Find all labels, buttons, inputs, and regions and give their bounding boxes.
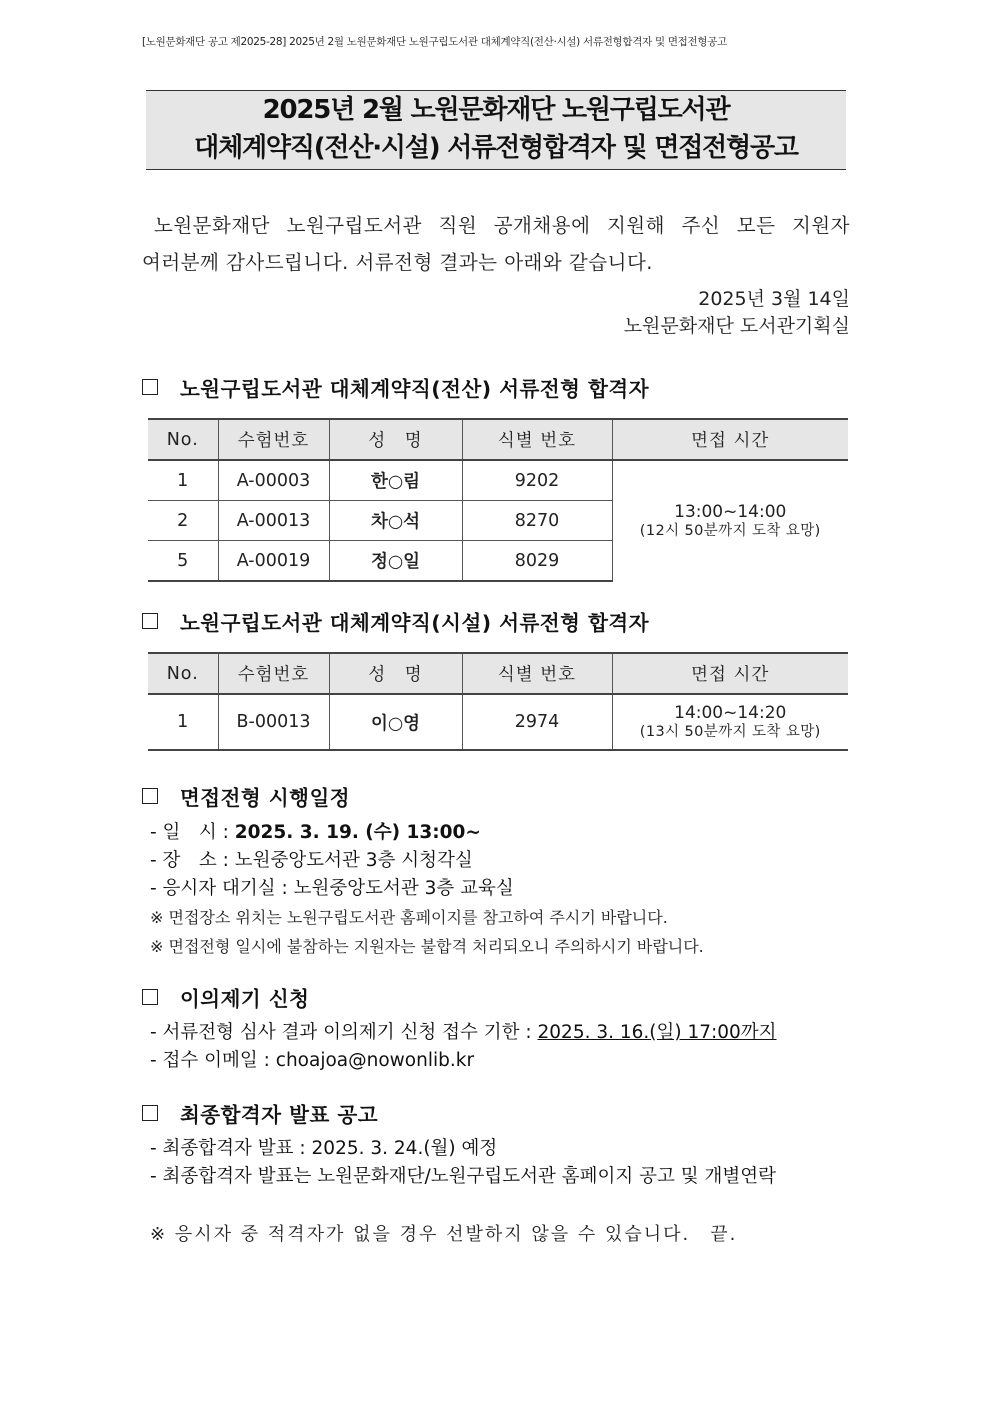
objection-list xyxy=(150,1019,777,1075)
deadline-value: 2025. 3. 16.(일) 17:00까지 xyxy=(537,1022,777,1043)
deadline-label: - 서류전형 심사 결과 이의제기 신청 접수 기한 : xyxy=(150,1022,538,1043)
section-heading-final xyxy=(142,1098,378,1128)
list-item-deadline xyxy=(150,1019,777,1047)
header-id-no: 식별 번호 xyxy=(462,419,612,460)
interview-time: 13:00~14:00 xyxy=(674,502,787,522)
notice-date: 2025년 3월 14일 xyxy=(698,288,850,310)
intro-line-2: 여러분께 감사드립니다. 서류전형 결과는 아래와 같습니다. xyxy=(142,251,653,274)
checkbox-icon xyxy=(142,379,158,395)
checkbox-icon xyxy=(142,1105,158,1121)
schedule-list xyxy=(150,819,704,961)
note-location: ※ 면접장소 위치는 노원구립도서관 홈페이지를 참고하여 주시기 바랍니다. xyxy=(150,908,668,927)
cell-name: 차○석 xyxy=(329,501,462,541)
cell-id-no: 8029 xyxy=(462,541,612,582)
note-absence: ※ 면접전형 일시에 불참하는 지원자는 불합격 처리되오니 주의하시기 바랍니다. xyxy=(150,937,704,956)
list-item-datetime xyxy=(150,819,704,847)
intro-line-1: 노원문화재단 노원구립도서관 직원 공개채용에 지원해 주신 모든 지원자 xyxy=(154,214,850,237)
section-heading-objection xyxy=(142,982,309,1012)
checkbox-icon xyxy=(142,989,158,1005)
section-heading-schedule xyxy=(142,781,350,811)
header-exam-no: 수험번호 xyxy=(218,419,329,460)
header-interview-time: 면접 시간 xyxy=(612,419,848,460)
section-heading-text: 노원구립도서관 대체계약직(시설) 서류전형 합격자 xyxy=(180,611,650,635)
list-item-final-method: - 최종합격자 발표는 노원문화재단/노원구립도서관 홈페이지 공고 및 개별연락 xyxy=(150,1166,776,1187)
section-heading-facility xyxy=(142,606,649,636)
title-box xyxy=(146,90,846,170)
section-heading-text: 노원구립도서관 대체계약직(전산) 서류전형 합격자 xyxy=(180,377,650,401)
final-list xyxy=(150,1135,776,1191)
intro-paragraph xyxy=(142,207,850,281)
datetime-label: - 일 시 : xyxy=(150,822,235,843)
cell-no: 2 xyxy=(148,501,218,541)
interview-arrival-note: (12시 50분까지 도착 요망) xyxy=(639,523,821,539)
cell-no: 1 xyxy=(148,694,218,750)
section-heading-text: 이의제기 신청 xyxy=(180,987,310,1011)
header-name: 성 명 xyxy=(329,419,462,460)
closing-note: ※ 응시자 중 적격자가 없을 경우 선발하지 않을 수 있습니다. 끝. xyxy=(150,1224,738,1245)
results-table-it xyxy=(148,418,848,582)
interview-time: 14:00~14:20 xyxy=(674,703,787,723)
checkbox-icon xyxy=(142,613,158,629)
section-heading-it xyxy=(142,372,649,402)
cell-name: 이○영 xyxy=(329,694,462,750)
title-line-2: 대체계약직(전산·시설) 서류전형합격자 및 면접전형공고 xyxy=(194,133,798,163)
running-header: [노원문화재단 공고 제2025-28] 2025년 2월 노원문화재단 노원구립도서관 대체계약직(전산·시설) 서류전형합격자 및 면접전형공고 xyxy=(142,36,727,48)
interview-arrival-note: (13시 50분까지 도착 요망) xyxy=(639,724,821,740)
cell-id-no: 8270 xyxy=(462,501,612,541)
title-line-1: 2025년 2월 노원문화재단 노원구립도서관 xyxy=(262,95,730,125)
list-item-place: - 장 소 : 노원중앙도서관 3층 시청각실 xyxy=(150,850,473,871)
cell-name: 정○일 xyxy=(329,541,462,582)
header-no: No. xyxy=(148,419,218,460)
cell-exam-no: A-00013 xyxy=(218,501,329,541)
datetime-value: 2025. 3. 19. (수) 13:00~ xyxy=(234,822,481,843)
cell-id-no: 2974 xyxy=(462,694,612,750)
cell-exam-no: A-00019 xyxy=(218,541,329,582)
header-name: 성 명 xyxy=(329,653,462,694)
cell-name: 한○림 xyxy=(329,460,462,501)
list-item-final-date: - 최종합격자 발표 : 2025. 3. 24.(월) 예정 xyxy=(150,1138,498,1159)
cell-interview-time xyxy=(612,694,848,750)
table-header-row xyxy=(148,419,848,460)
cell-no: 5 xyxy=(148,541,218,582)
issuer: 노원문화재단 도서관기획실 xyxy=(623,315,850,337)
header-interview-time: 면접 시간 xyxy=(612,653,848,694)
results-table-facility xyxy=(148,652,848,751)
table-row xyxy=(148,460,848,501)
cell-exam-no: B-00013 xyxy=(218,694,329,750)
table-header-row xyxy=(148,653,848,694)
cell-id-no: 9202 xyxy=(462,460,612,501)
cell-exam-no: A-00003 xyxy=(218,460,329,501)
cell-no: 1 xyxy=(148,460,218,501)
header-exam-no: 수험번호 xyxy=(218,653,329,694)
header-no: No. xyxy=(148,653,218,694)
header-id-no: 식별 번호 xyxy=(462,653,612,694)
cell-interview-time xyxy=(612,460,848,581)
date-block xyxy=(624,286,850,340)
section-heading-text: 면접전형 시행일정 xyxy=(180,786,351,810)
section-heading-text: 최종합격자 발표 공고 xyxy=(180,1103,379,1127)
checkbox-icon xyxy=(142,788,158,804)
list-item-email: - 접수 이메일 : choajoa@nowonlib.kr xyxy=(150,1050,475,1071)
table-row xyxy=(148,694,848,750)
list-item-waiting-room: - 응시자 대기실 : 노원중앙도서관 3층 교육실 xyxy=(150,878,514,899)
